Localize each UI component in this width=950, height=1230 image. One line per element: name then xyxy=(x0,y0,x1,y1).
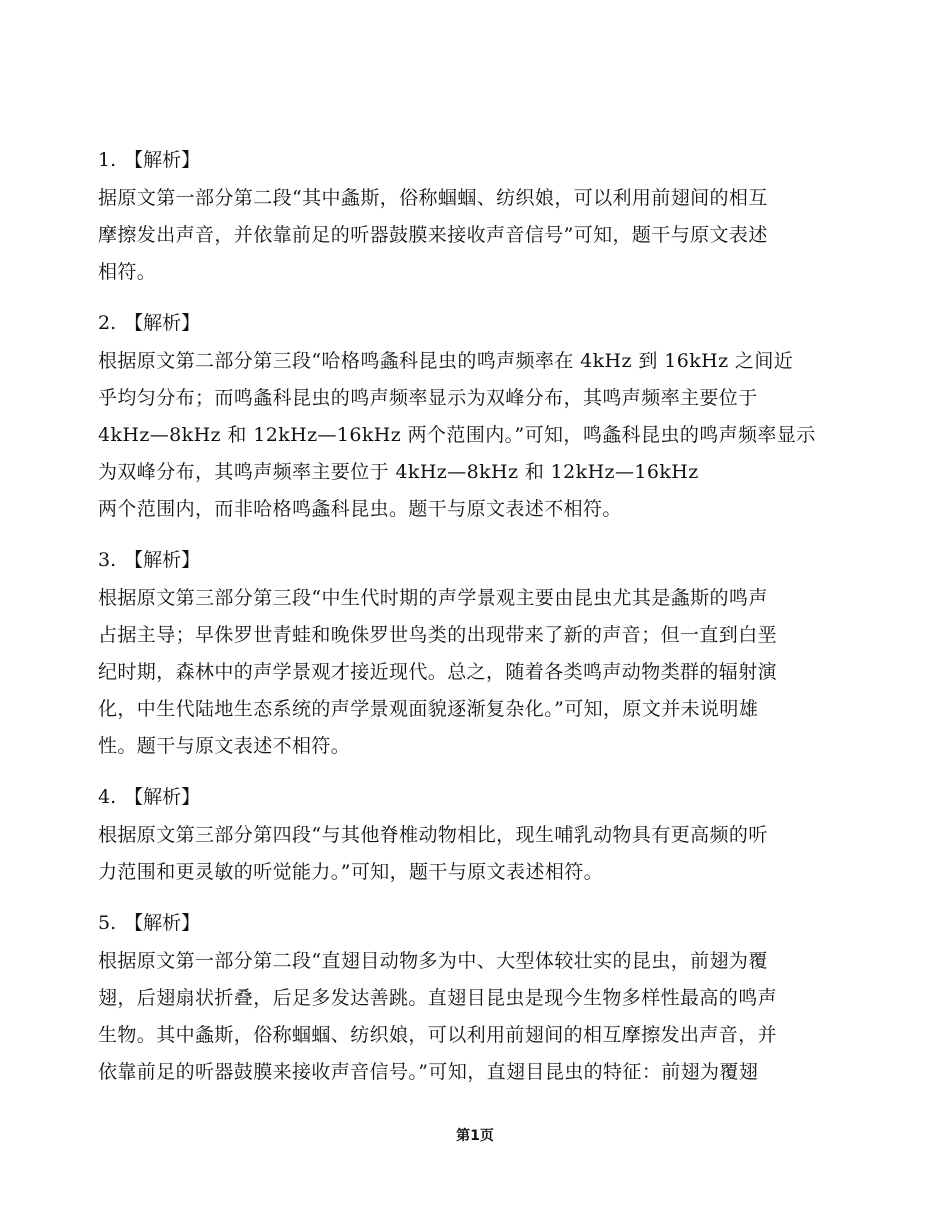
answer-label: 【解析】 xyxy=(124,786,201,808)
text-line: 根据原文第二部分第三段“哈格鸣螽科昆虫的鸣声频率在 4kHz 到 16kHz 之间近 xyxy=(98,350,794,372)
answer-number: 2. xyxy=(98,312,117,334)
page-number: 第1页 xyxy=(456,1128,494,1144)
answer-heading xyxy=(98,903,873,943)
text-line: 根据原文第三部分第三段“中生代时期的声学景观主要由昆虫尤其是螽斯的鸣声 xyxy=(98,587,768,609)
answer-item-5 xyxy=(98,903,873,1091)
text-line: 依靠前足的听器鼓膜来接收声音信号。”可知，直翅目昆虫的特征：前翅为覆翅 xyxy=(98,1061,759,1083)
answer-number: 1. xyxy=(98,149,117,171)
text-line: 翅，后翅扇状折叠，后足多发达善跳。直翅目昆虫是现今生物多样性最高的鸣声 xyxy=(98,987,778,1009)
answer-heading xyxy=(98,777,873,817)
text-line: 相符。 xyxy=(98,261,157,283)
text-line: 两个范围内，而非哈格鸣螽科昆虫。题干与原文表述不相符。 xyxy=(98,498,622,520)
text-line: 根据原文第一部分第二段“直翅目动物多为中、大型体较壮实的昆虫，前翅为覆 xyxy=(98,950,768,972)
text-line: 力范围和更灵敏的听觉能力。”可知，题干与原文表述相符。 xyxy=(98,861,604,883)
text-line: 摩擦发出声音，并依靠前足的听器鼓膜来接收声音信号”可知，题干与原文表述 xyxy=(98,224,768,246)
answer-label: 【解析】 xyxy=(124,549,201,571)
text-line: 生物。其中螽斯，俗称蝈蝈、纺织娘，可以利用前翅间的相互摩擦发出声音，并 xyxy=(98,1024,778,1046)
answer-number: 3. xyxy=(98,549,117,571)
answer-heading xyxy=(98,140,873,180)
text-line: 性。题干与原文表述不相符。 xyxy=(98,735,351,757)
text-line: 据原文第一部分第二段“其中螽斯，俗称蝈蝈、纺织娘，可以利用前翅间的相互 xyxy=(98,187,768,209)
answer-item-3 xyxy=(98,540,873,765)
answer-number: 5. xyxy=(98,912,117,934)
answer-label: 【解析】 xyxy=(124,312,201,334)
answer-number: 4. xyxy=(98,786,117,808)
text-line: 占据主导；早侏罗世青蛙和晚侏罗世鸟类的出现带来了新的声音；但一直到白垩 xyxy=(98,624,778,646)
text-line: 乎均匀分布；而鸣螽科昆虫的鸣声频率显示为双峰分布，其鸣声频率主要位于 xyxy=(98,387,758,409)
answer-heading xyxy=(98,540,873,580)
text-line: 根据原文第三部分第四段“与其他脊椎动物相比，现生哺乳动物具有更高频的听 xyxy=(98,824,768,846)
answer-label: 【解析】 xyxy=(124,912,201,934)
document-body xyxy=(98,140,873,1103)
answer-item-2 xyxy=(98,303,873,528)
answer-item-1 xyxy=(98,140,873,291)
answer-heading xyxy=(98,303,873,343)
text-line: 化，中生代陆地生态系统的声学景观面貌逐渐复杂化。”可知，原文并未说明雄 xyxy=(98,698,759,720)
text-line: 4kHz—8kHz 和 12kHz—16kHz 两个范围内。”可知，鸣螽科昆虫的鸣声频率显示 xyxy=(98,424,816,446)
text-line: 纪时期，森林中的声学景观才接近现代。总之，随着各类鸣声动物类群的辐射演 xyxy=(98,661,778,683)
answer-item-4 xyxy=(98,777,873,891)
answer-label: 【解析】 xyxy=(124,149,201,171)
text-line: 为双峰分布，其鸣声频率主要位于 4kHz—8kHz 和 12kHz—16kHz xyxy=(98,461,699,483)
